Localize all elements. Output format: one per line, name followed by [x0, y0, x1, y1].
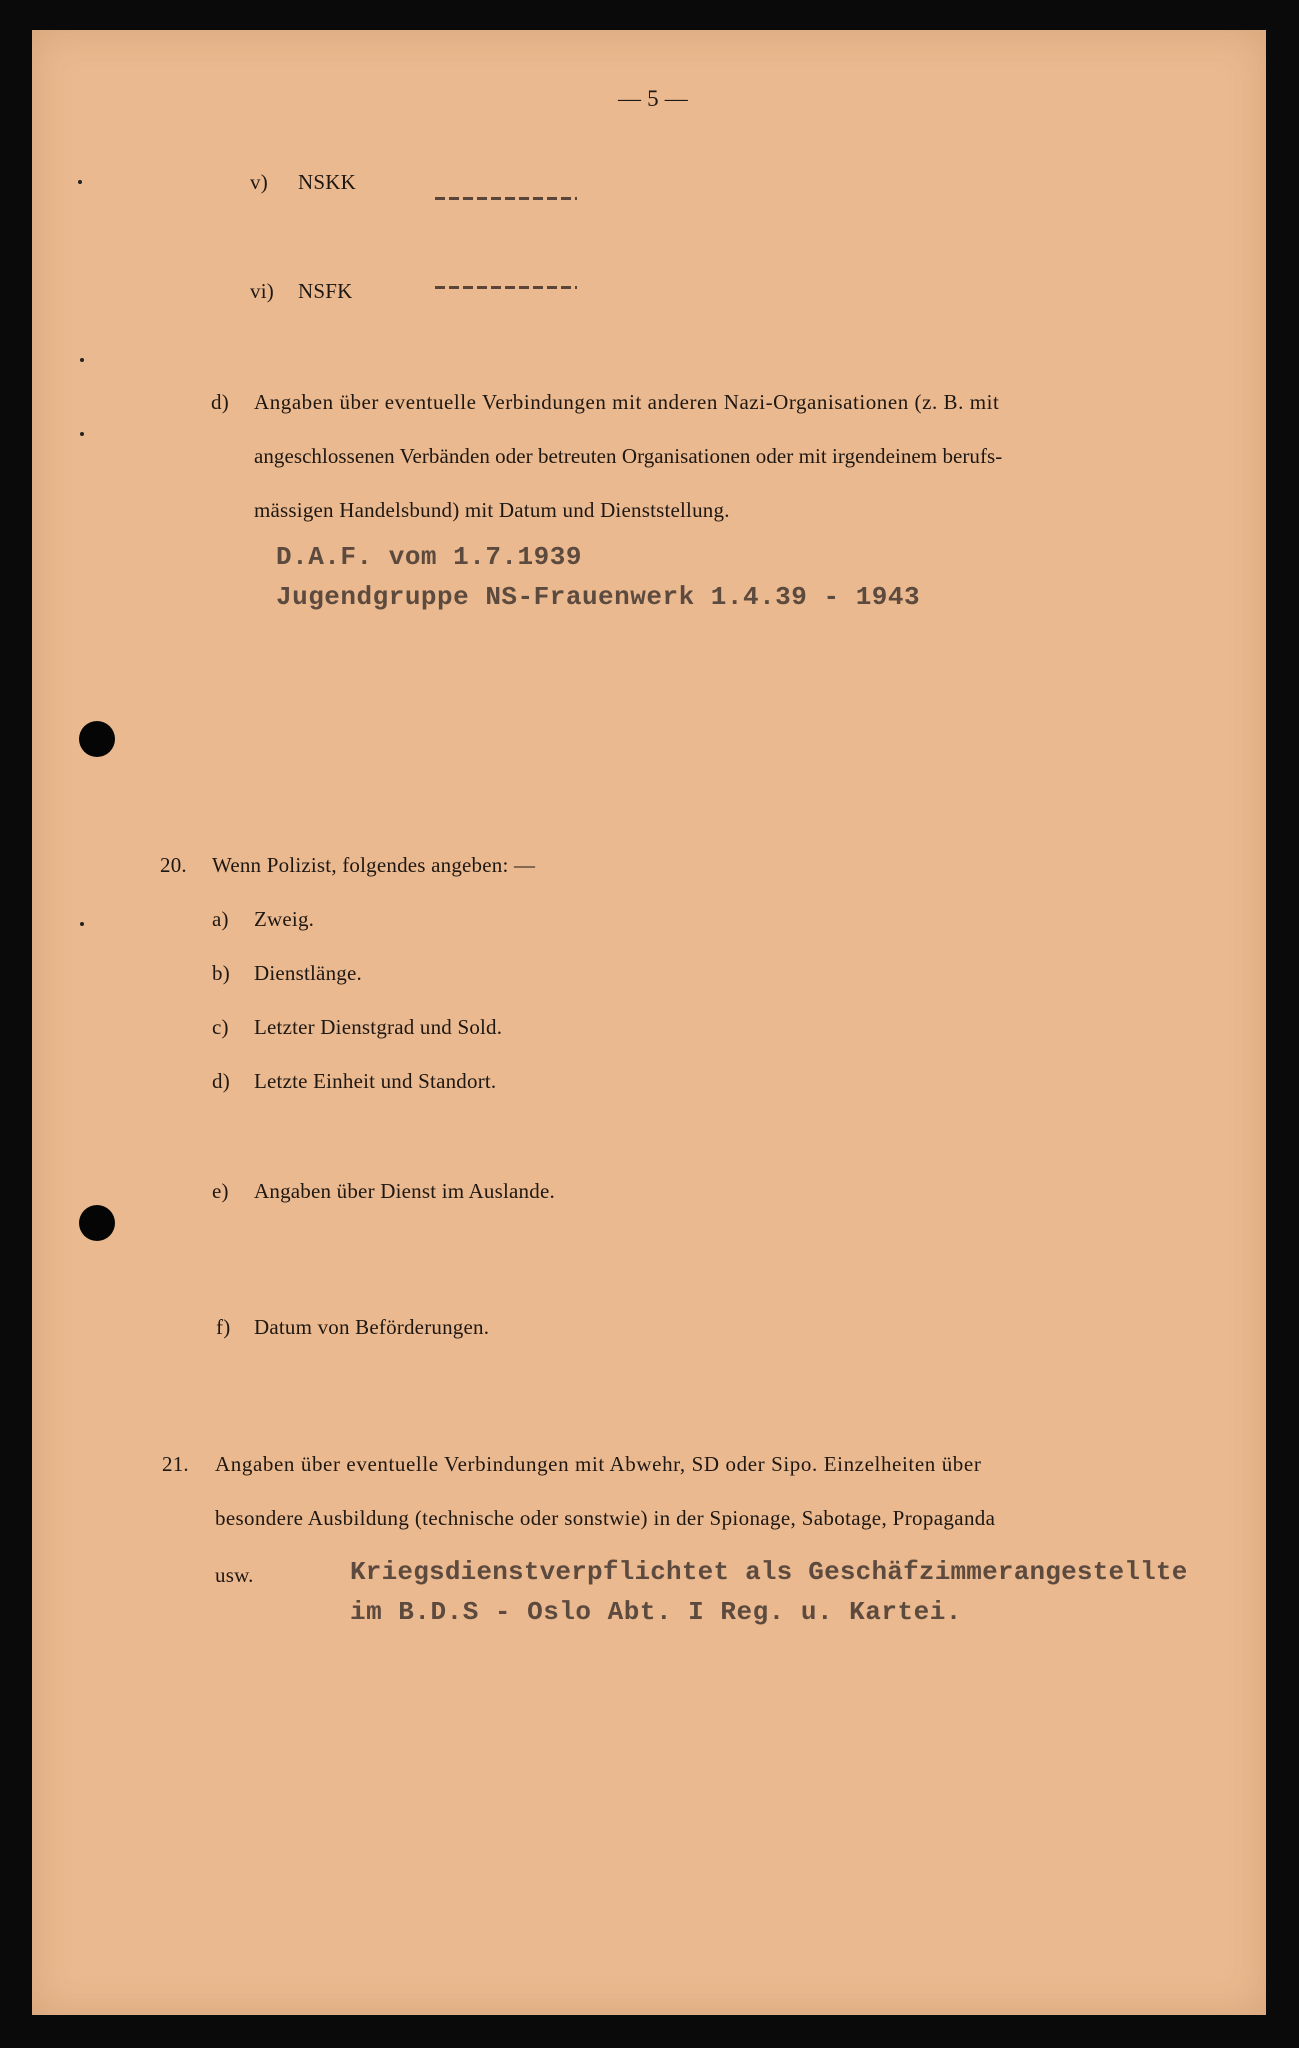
q20-d-label: d)	[212, 1069, 230, 1093]
speck	[80, 358, 84, 362]
q21-line3: usw.	[215, 1563, 254, 1587]
punch-hole-top	[79, 721, 115, 757]
q20-b-label: b)	[212, 961, 230, 985]
q20-c-label: c)	[212, 1015, 229, 1039]
q20-a-text: Zweig.	[254, 907, 315, 931]
item-d-line3: mässigen Handelsbund) mit Datum und Dienststellung.	[254, 498, 730, 522]
q20-d-text: Letzte Einheit und Standort.	[254, 1069, 497, 1093]
q20-a-label: a)	[212, 907, 229, 931]
q21-number: 21.	[162, 1452, 189, 1476]
item-v-text: NSKK	[298, 170, 356, 194]
q20-text: Wenn Polizist, folgendes angeben: —	[212, 853, 536, 877]
q20-e-text: Angaben über Dienst im Auslande.	[254, 1179, 555, 1203]
q20-f-label: f)	[216, 1315, 231, 1339]
q21-line2: besondere Ausbildung (technische oder sonstwie) in der Spionage, Sabotage, Propaganda	[215, 1506, 996, 1530]
q21-typed-answer1: Kriegsdienstverpflichtet als Geschäfzimmerangestellte	[350, 1557, 1188, 1587]
item-vi-blank-dashes	[435, 286, 577, 289]
q20-b-text: Dienstlänge.	[254, 961, 362, 985]
speck	[80, 922, 84, 926]
q20-e-label: e)	[212, 1179, 229, 1203]
q21-line1: Angaben über eventuelle Verbindungen mit Abwehr, SD oder Sipo. Einzelheiten über	[215, 1452, 982, 1476]
speck	[78, 180, 82, 184]
speck	[80, 432, 84, 436]
item-v-blank-dashes	[435, 197, 577, 200]
item-d-line2: angeschlossenen Verbänden oder betreuten Organisationen oder mit irgendeinem berufs-	[254, 444, 1003, 468]
item-d-typed-answer1: D.A.F. vom 1.7.1939	[276, 542, 582, 572]
item-d-label: d)	[211, 390, 229, 414]
q20-c-text: Letzter Dienstgrad und Sold.	[254, 1015, 503, 1039]
q20-number: 20.	[160, 853, 187, 877]
item-d-line1: Angaben über eventuelle Verbindungen mit anderen Nazi-Organisationen (z. B. mit	[254, 390, 1000, 414]
punch-hole-bottom	[79, 1205, 115, 1241]
item-v-label: v)	[250, 170, 268, 194]
item-vi-text: NSFK	[298, 279, 353, 303]
item-d-typed-answer2: Jugendgruppe NS-Frauenwerk 1.4.39 - 1943	[276, 582, 921, 612]
page-number: — 5 —	[618, 86, 688, 111]
item-vi-label: vi)	[250, 279, 274, 303]
q21-typed-answer2: im B.D.S - Oslo Abt. I Reg. u. Kartei.	[350, 1597, 962, 1627]
q20-f-text: Datum von Beförderungen.	[254, 1315, 490, 1339]
